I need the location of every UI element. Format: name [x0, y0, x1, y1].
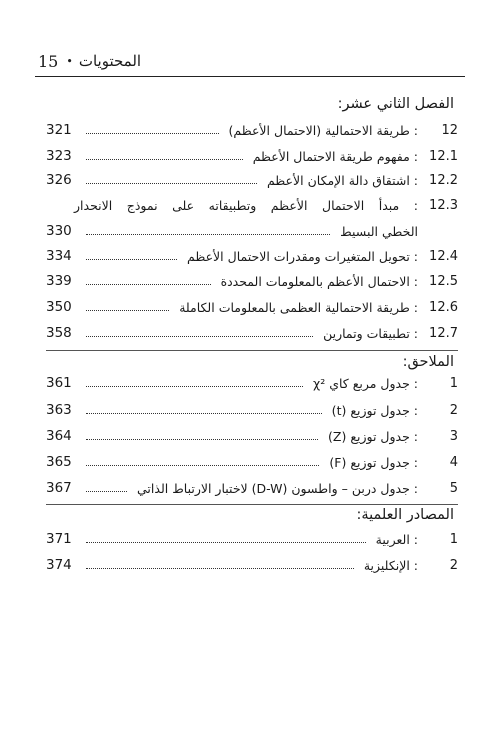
running-title: المحتويات	[78, 52, 142, 70]
toc-entry-number: 12.1	[429, 148, 458, 164]
toc-page-number: 374	[46, 557, 72, 573]
toc-entry-number: 12.3	[429, 197, 458, 213]
dot-leader	[86, 159, 243, 160]
toc-page-number: 358	[46, 325, 72, 341]
toc-page-number: 363	[46, 402, 72, 418]
toc-entry-12-4	[46, 246, 458, 266]
dot-leader	[86, 386, 303, 387]
appendix-entry-4	[46, 452, 458, 472]
toc-entry-number: 12.2	[429, 172, 458, 188]
toc-page-number: 367	[46, 480, 72, 496]
dot-leader	[86, 234, 330, 235]
dot-leader	[86, 133, 219, 134]
reference-entry-2	[46, 555, 458, 575]
toc-entry-12-2	[46, 170, 458, 190]
toc-entry-number: 5	[449, 480, 458, 496]
toc-entry-text: : اشتقاق دالة الإمكان الأعظم	[266, 172, 418, 188]
dot-leader	[86, 336, 313, 337]
toc-entry-12-7	[46, 323, 458, 343]
references-heading: المصادر العلمية:	[356, 507, 454, 523]
header-rule	[35, 76, 465, 77]
toc-entry-text: : جدول مربع كاي χ²	[312, 375, 418, 391]
dot-leader	[86, 310, 169, 311]
toc-entry-text: : جدول دربن – واطسون (D-W) لاختبار الارتباط الذاتي	[137, 480, 418, 496]
dot-leader	[86, 465, 319, 466]
appendix-entry-2	[46, 400, 458, 420]
toc-entry-text: : العربية	[375, 531, 418, 547]
toc-entry-text: : طريقة الاحتمالية العظمى بالمعلومات الكاملة	[179, 299, 418, 315]
toc-entry-number: 1	[449, 375, 458, 391]
dot-leader	[86, 542, 366, 543]
toc-entry-text: : مبدأ الاحتمال الأعظم وتطبيقاته على نموذج الانحدار	[74, 197, 418, 213]
toc-entry-number: 12.4	[429, 248, 458, 264]
dot-leader	[86, 284, 211, 285]
dot-leader	[86, 183, 257, 184]
appendix-entry-1	[46, 373, 458, 393]
toc-entry-12-5	[46, 271, 458, 291]
toc-entry-number: 12	[441, 122, 458, 138]
toc-page-number: 350	[46, 299, 72, 315]
appendix-entry-3	[46, 426, 458, 446]
chapter-heading: الفصل الثاني عشر:	[337, 96, 454, 112]
bullet-separator: •	[66, 54, 73, 68]
toc-page-number: 330	[46, 223, 72, 239]
dot-leader	[86, 568, 354, 569]
dot-leader	[86, 259, 177, 260]
toc-entry-number: 12.7	[429, 325, 458, 341]
running-head	[38, 48, 462, 74]
toc-entry-text: : تطبيقات وتمارين	[323, 325, 418, 341]
toc-entry-text: : الإنكليزية	[363, 557, 418, 573]
toc-page-number: 371	[46, 531, 72, 547]
toc-page-number: 326	[46, 172, 72, 188]
toc-entry-text: : جدول توزيع (F)	[329, 454, 418, 470]
toc-page-number: 365	[46, 454, 72, 470]
toc-page-number: 321	[46, 122, 72, 138]
toc-entry-12	[46, 120, 458, 140]
dot-leader	[86, 439, 318, 440]
toc-entry-12-3-line1	[74, 195, 458, 215]
dot-leader	[86, 413, 322, 414]
toc-entry-text: : جدول توزيع (t)	[331, 402, 418, 418]
toc-entry-number: 2	[449, 557, 458, 573]
dot-leader	[86, 491, 127, 492]
toc-entry-12-1	[46, 146, 458, 166]
toc-entry-number: 1	[449, 531, 458, 547]
toc-page-number: 364	[46, 428, 72, 444]
toc-entry-text: : جدول توزيع (Z)	[328, 428, 418, 444]
section-divider	[46, 350, 458, 351]
toc-entry-continuation: الخطي البسيط	[340, 223, 418, 239]
appendix-entry-5	[46, 478, 458, 498]
appendices-heading: الملاحق:	[402, 354, 454, 370]
toc-entry-text: : الاحتمال الأعظم بالمعلومات المحددة	[220, 273, 418, 289]
toc-entry-number: 4	[449, 454, 458, 470]
toc-entry-number: 12.5	[429, 273, 458, 289]
section-divider	[46, 504, 458, 505]
toc-entry-12-6	[46, 297, 458, 317]
toc-page-number: 323	[46, 148, 72, 164]
toc-entry-text: : طريقة الاحتمالية (الاحتمال الأعظم)	[228, 122, 418, 138]
toc-entry-text: : مفهوم طريقة الاحتمال الأعظم	[252, 148, 418, 164]
reference-entry-1	[46, 529, 458, 549]
toc-page-number: 361	[46, 375, 72, 391]
page-number: 15	[38, 51, 59, 71]
toc-entry-number: 12.6	[429, 299, 458, 315]
toc-entry-number: 3	[449, 428, 458, 444]
toc-entry-number: 2	[449, 402, 458, 418]
toc-page-number: 339	[46, 273, 72, 289]
toc-page-number: 334	[46, 248, 72, 264]
toc-entry-text: : تحويل المتغيرات ومقدرات الاحتمال الأعظم	[187, 248, 418, 264]
toc-entry-12-3-line2	[46, 221, 458, 241]
